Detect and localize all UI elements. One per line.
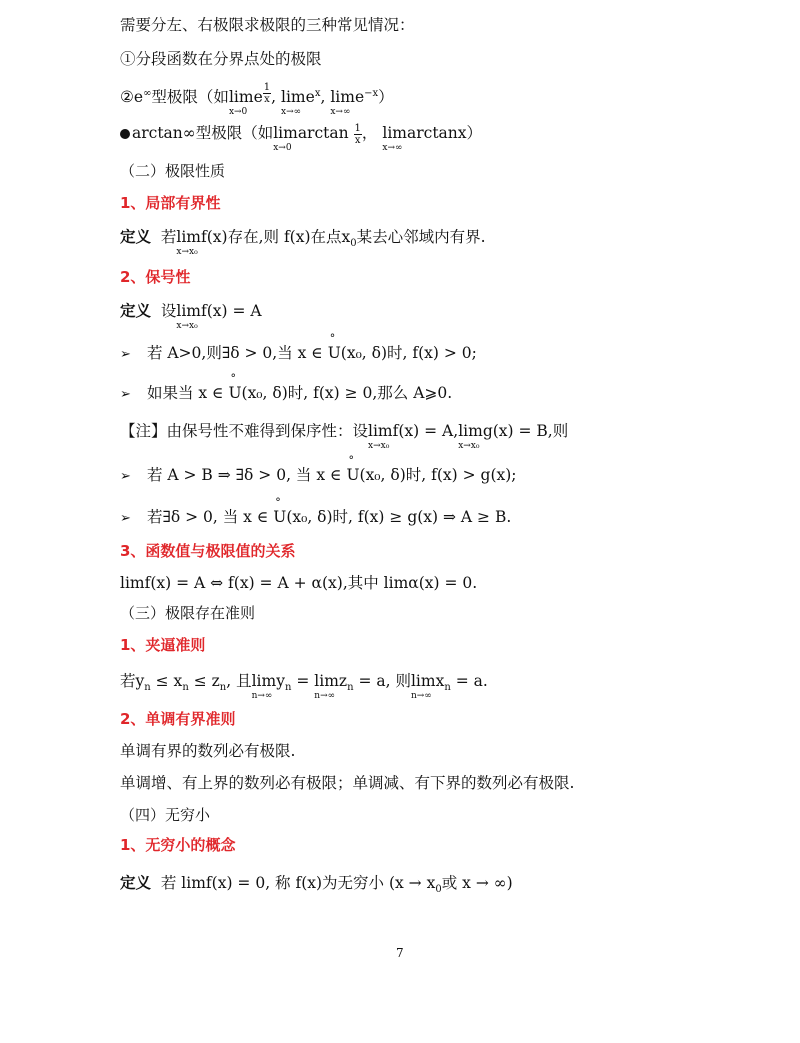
lim-sub: x→x₀	[176, 321, 198, 331]
case2-mid: 型极限（如	[151, 88, 229, 107]
section3-title: （三）极限存在准则	[120, 604, 256, 622]
exp-sup: x	[314, 88, 321, 99]
lim-sub: x→∞	[382, 143, 403, 153]
lim-sub: x→∞	[281, 107, 302, 118]
lim	[176, 300, 202, 331]
section4-sub1: 1、无穷小的概念	[120, 836, 236, 854]
section2-sub1: 1、局部有界性	[120, 194, 221, 212]
note-post: g(x) = B,则	[482, 422, 569, 440]
lim-sub: x→0	[228, 107, 248, 118]
bullet-pre: 若 A > B ⇒ ∃δ > 0, 当 x ∈	[146, 466, 347, 484]
def-text: 若 limf(x) = 0, 称 f(x)为无穷小 (x → x	[160, 874, 436, 892]
lim-text: lim	[368, 422, 393, 440]
close-paren: ）	[466, 124, 483, 142]
relation-line: limf(x) = A ⇔ f(x) = A + α(x),其中 limα(x) = 0.	[120, 574, 478, 592]
case-3	[120, 122, 483, 153]
mono-line-1: 单调有界的数列必有极限.	[120, 742, 296, 760]
def-post: f(x) = A	[201, 302, 262, 320]
section2-sub2: 2、保号性	[120, 268, 191, 286]
sub: n	[182, 682, 189, 694]
sub: n	[219, 682, 227, 694]
arrow-bullet-icon: ➢	[120, 387, 131, 402]
def-pre: 若	[160, 228, 177, 246]
bullet-post: (x₀, δ)时, f(x) > 0;	[340, 344, 477, 362]
txt: = a, 则	[353, 672, 411, 690]
lim-2	[281, 86, 306, 118]
section2-title: （二）极限性质	[120, 162, 226, 180]
frac-den: x	[264, 94, 270, 105]
lim-arctan-2	[382, 122, 467, 153]
u-ring: ° U	[228, 382, 241, 404]
sub: n	[284, 682, 292, 694]
txt: 若y	[120, 672, 145, 690]
sub: 0	[435, 884, 442, 896]
lim-sub: x→0	[273, 143, 292, 153]
section3-sub1: 1、夹逼准则	[120, 636, 206, 654]
lim	[368, 420, 393, 451]
sub: 0	[350, 238, 357, 250]
txt: y	[276, 672, 285, 690]
def-end: 或 x → ∞)	[441, 874, 513, 892]
sub: n	[144, 682, 151, 694]
lim-text: lim	[458, 422, 483, 440]
frac	[354, 123, 362, 146]
exp-e: e	[253, 88, 263, 107]
lim-sub: x→x₀	[458, 441, 480, 451]
lim-text: lim	[176, 228, 202, 246]
cases-title: 需要分左、右极限求极限的三种常见情况：	[120, 16, 415, 34]
lim-text: limarctanx	[382, 124, 467, 142]
comma: ，	[361, 124, 378, 142]
bullet-2	[120, 382, 452, 406]
lim-sub: n→∞	[251, 691, 273, 701]
sub: n	[444, 682, 451, 694]
exp-e: e	[305, 88, 315, 107]
bullet-post: (x₀, δ)时, f(x) ≥ 0,那么 A⩾0.	[241, 384, 453, 402]
squeeze-line	[120, 670, 488, 699]
lim-sub: x→x₀	[368, 441, 390, 451]
bullet-4	[120, 506, 511, 530]
lim-text: lim	[330, 88, 355, 107]
bullet-pre: 如果当 x ∈	[146, 384, 229, 402]
u-ring: ° U	[328, 342, 341, 364]
note-line	[120, 420, 569, 451]
case3-text: arctan∞型极限（如	[132, 124, 274, 142]
lim	[176, 226, 202, 257]
bullet-post: (x₀, δ)时, f(x) > g(x);	[359, 466, 517, 484]
bullet-3	[120, 464, 517, 488]
txt: =	[291, 672, 315, 690]
frac-den: x	[354, 134, 361, 146]
lim-sub: n→∞	[410, 691, 432, 701]
lim	[251, 670, 277, 701]
txt: ≤ z	[188, 672, 220, 690]
txt: x	[435, 672, 445, 690]
close-paren: ）	[378, 88, 394, 107]
lim-arctan-1	[273, 122, 349, 153]
lim-sub: n→∞	[314, 691, 336, 701]
sub: n	[347, 682, 354, 694]
lim-3	[330, 86, 355, 118]
lim-text: lim	[410, 672, 436, 690]
bullet-dot-icon	[120, 129, 130, 139]
arrow-bullet-icon: ➢	[120, 347, 131, 362]
section4-title: （四）无穷小	[120, 806, 211, 824]
def-post: f(x)存在,则 f(x)在点x	[201, 228, 351, 246]
lim-text: lim	[176, 302, 202, 320]
u-ring: ° U	[346, 464, 359, 486]
txt: z	[338, 672, 348, 690]
lim	[410, 670, 436, 701]
frac-num: 1	[263, 82, 271, 93]
case-1: ①分段函数在分界点处的极限	[120, 50, 322, 68]
exp-sup: −x	[364, 88, 379, 99]
bullet-post: (x₀, δ)时, f(x) ≥ g(x) ⇒ A ≥ B.	[286, 508, 512, 526]
exp-e: e	[354, 88, 365, 107]
arrow-bullet-icon: ➢	[120, 511, 131, 526]
arrow-bullet-icon: ➢	[120, 469, 131, 484]
section2-sub3: 3、函数值与极限值的关系	[120, 542, 296, 560]
bullet-pre: 若 A>0,则∃δ > 0,当 x ∈	[146, 344, 328, 362]
txt: ≤ x	[150, 672, 183, 690]
case2-sup: ∞	[143, 88, 152, 99]
frac	[263, 82, 271, 105]
def-label: 定义	[120, 302, 152, 320]
def-end: 某去心邻域内有界.	[356, 228, 486, 246]
lim-text: lim	[314, 672, 339, 690]
note-mid: f(x) = A,	[392, 422, 459, 440]
comma: ,	[320, 88, 326, 107]
note-pre: 【注】由保号性不难得到保序性：设	[120, 422, 369, 440]
bullet-1	[120, 342, 477, 366]
mono-line-2: 单调增、有上界的数列必有极限；单调减、有下界的数列必有极限.	[120, 774, 575, 792]
def-bounded	[120, 226, 486, 255]
def-infinitesimal	[120, 872, 513, 901]
section3-sub2: 2、单调有界准则	[120, 710, 236, 728]
frac-num: 1	[354, 122, 361, 134]
bullet-pre: 若∃δ > 0, 当 x ∈	[146, 508, 274, 526]
lim-text: lim	[281, 88, 306, 107]
txt: = a.	[450, 672, 488, 690]
lim	[314, 670, 339, 701]
lim-sub: x→∞	[330, 107, 351, 118]
case-2	[120, 82, 394, 118]
comma: ,	[271, 88, 277, 107]
def-sign	[120, 300, 262, 331]
def-label: 定义	[120, 874, 152, 892]
def-label: 定义	[120, 228, 152, 246]
def-pre: 设	[160, 302, 177, 320]
lim-text: lim	[228, 88, 254, 107]
u-ring: ° U	[273, 506, 286, 528]
lim-sub: x→x₀	[176, 247, 198, 257]
txt: , 且	[226, 672, 252, 690]
case2-prefix: ②e	[120, 88, 144, 107]
lim-text: limarctan	[273, 124, 349, 142]
lim-1	[228, 86, 254, 118]
page-number: 7	[396, 946, 404, 960]
lim	[458, 420, 483, 451]
lim-text: lim	[251, 672, 277, 690]
